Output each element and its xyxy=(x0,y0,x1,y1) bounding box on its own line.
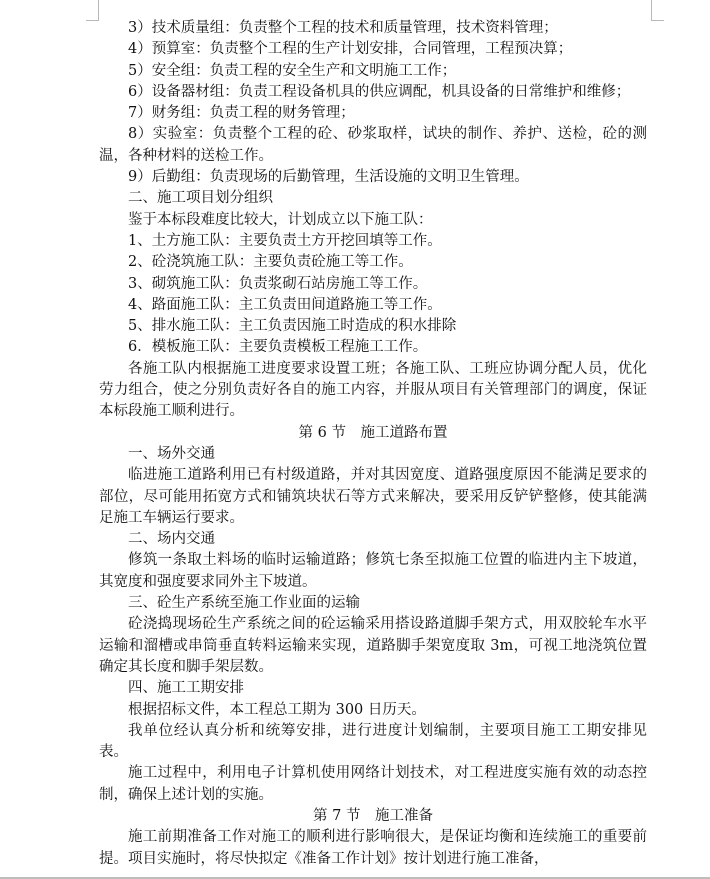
paragraph-schedule-plan: 我单位经认真分析和统筹安排，进行进度计划编制，主要项目施工工期安排见表。 xyxy=(99,722,647,761)
paragraph-total-duration: 根据招标文件，本工程总工期为 300 日历天。 xyxy=(128,701,426,718)
paragraph-internal-traffic: 修筑一条取土料场的临时运输道路；修筑七条至拟施工位置的临进内主下坡道，其宽度和强度要求同外主下坡道。 xyxy=(99,552,647,590)
section-heading-schedule: 四、施工工期安排 xyxy=(128,680,244,697)
list-item-earthwork-team: 1、土方施工队：主要负责土方开挖回填等工作。 xyxy=(128,232,442,249)
paragraph-concrete-transport: 砼浇捣现场砼生产系统之间的砼运输采用搭设路道脚手架方式，用双胶轮车水平运输和溜槽或串筒垂直转料运输来实现，道路脚手架宽度取 3m，可视工地浇筑位置确定其长度和脚手架层数。 xyxy=(99,616,647,675)
paragraph-team-coordination: 各施工队内根据施工进度要求设置工班；各施工队、工班应协调分配人员，优化劳力组合，使之分别负责好各自的施工内容，并服从项目有关管理部门的调度，保证本标段施工顺利进行。 xyxy=(99,360,647,420)
margin-corner-mark-left xyxy=(86,0,99,21)
section-heading-external-traffic: 一、场外交通 xyxy=(128,445,215,462)
section-heading-project-division: 二、施工项目划分组织 xyxy=(128,190,273,207)
list-item-quality-group: 3）技术质量组：负责整个工程的技术和质量管理，技术资料管理； xyxy=(128,20,558,36)
paragraph-team-intro: 鉴于本标段难度比较大，计划成立以下施工队： xyxy=(128,211,433,228)
list-item-logistics-group: 9）后勤组：负责现场的后勤管理，生活设施的文明卫生管理。 xyxy=(128,169,529,186)
section-heading-internal-traffic: 二、场内交通 xyxy=(128,531,215,548)
list-item-road-team: 4、路面施工队：主工负责田间道路施工等工作。 xyxy=(128,296,442,313)
section-title-6: 第 6 节 施工道路布置 xyxy=(298,424,448,441)
list-item-laboratory: 8）实验室：负责整个工程的砼、砂浆取样，试块的制作、养护、送检，砼的测温，各种材料的送检工作。 xyxy=(99,126,647,164)
document-body xyxy=(99,18,647,870)
section-heading-concrete-transport: 三、砼生产系统至施工作业面的运输 xyxy=(128,595,360,612)
margin-corner-mark-right xyxy=(651,0,664,21)
list-item-safety-group: 5）安全组：负责工程的安全生产和文明施工工作； xyxy=(128,62,457,79)
list-item-concrete-team: 2、砼浇筑施工队：主要负责砼施工等工作。 xyxy=(128,254,413,271)
list-item-budget-office: 4）预算室：负责整个工程的生产计划安排，合同管理，工程预决算； xyxy=(128,41,573,58)
paragraph-schedule-control: 施工过程中，利用电子计算机使用网络计划技术，对工程进度实施有效的动态控制，确保上述计划的实施。 xyxy=(99,765,647,803)
list-item-formwork-team: 6．模板施工队：主要负责模板工程施工工作。 xyxy=(128,339,428,356)
list-item-equipment-group: 6）设备器材组：负责工程设备机具的供应调配，机具设备的日常维护和维修； xyxy=(128,83,631,100)
paragraph-external-traffic: 临进施工道路利用已有村级道路，并对其因宽度、道路强度原因不能满足要求的部位，尽可能用拓宽方式和铺筑块状石等方式来解决，要采用反铲铲整修，使其能满足施工车辆运行要求。 xyxy=(99,467,647,526)
list-item-drainage-team: 5、排水施工队：主工负责因施工时造成的积水排除 xyxy=(128,318,457,335)
paragraph-preparation: 施工前期准备工作对施工的顺利进行影响很大，是保证均衡和连续施工的重要前提。项目实施时，将尽快拟定《准备工作计划》按计划进行施工准备， xyxy=(99,829,647,867)
list-item-finance-group: 7）财务组：负责工程的财务管理； xyxy=(128,105,355,122)
section-title-7: 第 7 节 施工准备 xyxy=(313,807,433,824)
list-item-masonry-team: 3、砌筑施工队：负责浆砌石站房施工等工作。 xyxy=(128,275,428,292)
